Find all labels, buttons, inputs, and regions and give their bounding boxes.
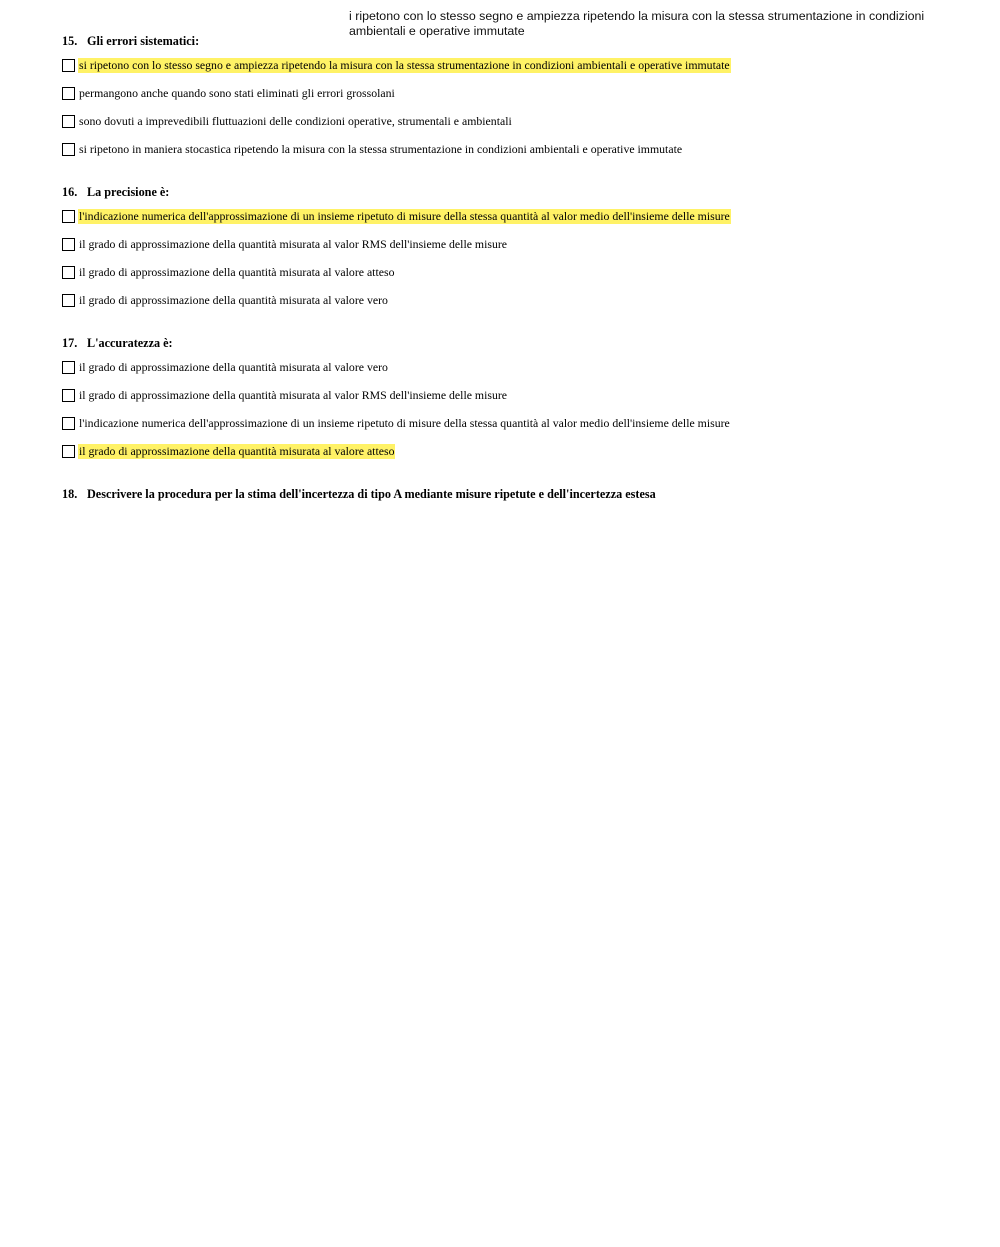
checkbox[interactable] (62, 417, 75, 430)
question-16 (62, 184, 962, 321)
checkbox[interactable] (62, 143, 75, 156)
question-text: La precisione è: (87, 185, 170, 199)
question-number: 18. (62, 487, 78, 501)
checkbox[interactable] (62, 210, 75, 223)
checkbox[interactable] (62, 389, 75, 402)
options-list (62, 360, 962, 472)
question-18 (62, 486, 962, 502)
option-item (62, 209, 962, 237)
question-number: 17. (62, 336, 78, 350)
checkbox[interactable] (62, 361, 75, 374)
option-item (62, 114, 962, 142)
option-text: l'indicazione numerica dell'approssimazione di un insieme ripetuto di misure della stessa quantità al valor medio dell'insieme delle misure (79, 209, 730, 223)
checkbox[interactable] (62, 238, 75, 251)
option-text: si ripetono con lo stesso segno e ampiezza ripetendo la misura con la stessa strumentazione in condizioni ambientali e operative immutate (79, 58, 730, 72)
checkbox[interactable] (62, 445, 75, 458)
question-number: 15. (62, 34, 78, 48)
checkbox[interactable] (62, 294, 75, 307)
question-title (62, 184, 962, 200)
option-item (62, 360, 962, 388)
option-item (62, 293, 962, 321)
question-17 (62, 335, 962, 472)
checkbox[interactable] (62, 59, 75, 72)
question-text: L'accuratezza è: (87, 336, 173, 350)
option-item (62, 237, 962, 265)
question-number: 16. (62, 185, 78, 199)
question-title (62, 335, 962, 351)
option-item (62, 142, 962, 170)
option-text: permangono anche quando sono stati eliminati gli errori grossolani (79, 86, 395, 100)
annotation-line-1: i ripetono con lo stesso segno e ampiezza ripetendo la misura con la stessa strumentazione in condizioni (349, 9, 925, 23)
option-text: il grado di approssimazione della quantità misurata al valore atteso (79, 265, 395, 279)
option-text: sono dovuti a imprevedibili fluttuazioni delle condizioni operative, strumentali e ambientali (79, 114, 512, 128)
options-list (62, 58, 962, 170)
option-item (62, 416, 962, 444)
options-list (62, 209, 962, 321)
question-title (62, 486, 962, 502)
option-item (62, 444, 962, 472)
option-text: il grado di approssimazione della quantità misurata al valor RMS dell'insieme delle misure (79, 388, 508, 402)
option-text: l'indicazione numerica dell'approssimazione di un insieme ripetuto di misure della stessa quantità al valor medio dell'insieme delle misure (79, 416, 730, 430)
question-text: Gli errori sistematici: (87, 34, 200, 48)
option-text: il grado di approssimazione della quantità misurata al valor RMS dell'insieme delle misure (79, 237, 508, 251)
option-text: il grado di approssimazione della quantità misurata al valore vero (79, 360, 388, 374)
question-title (62, 33, 962, 49)
option-item (62, 86, 962, 114)
option-text: il grado di approssimazione della quantità misurata al valore atteso (79, 444, 395, 458)
option-item (62, 58, 962, 86)
annotation-line-2: ambientali e operative immutate (349, 24, 525, 38)
option-item (62, 265, 962, 293)
question-15 (62, 33, 962, 170)
option-text: il grado di approssimazione della quantità misurata al valore vero (79, 293, 388, 307)
question-text: Descrivere la procedura per la stima dell'incertezza di tipo A mediante misure ripetute e dell'incertezza estesa (87, 487, 656, 501)
checkbox[interactable] (62, 115, 75, 128)
option-item (62, 388, 962, 416)
checkbox[interactable] (62, 87, 75, 100)
option-text: si ripetono in maniera stocastica ripetendo la misura con la stessa strumentazione in condizioni ambientali e operative immutate (79, 142, 683, 156)
checkbox[interactable] (62, 266, 75, 279)
